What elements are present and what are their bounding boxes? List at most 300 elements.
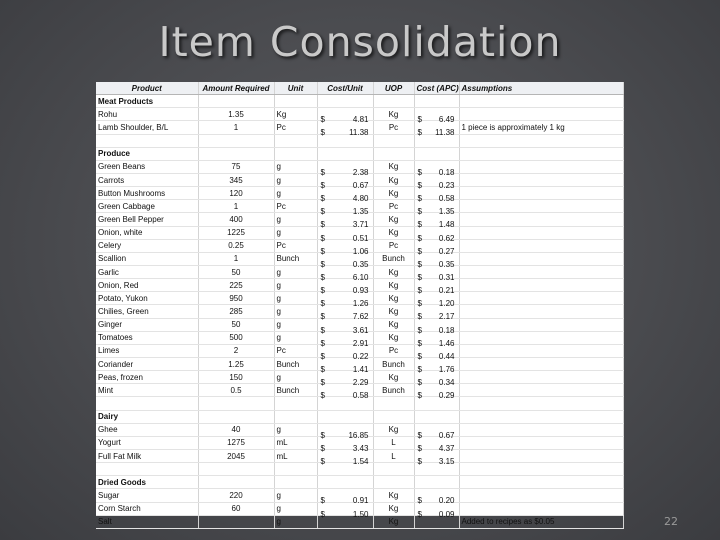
- unit-cell: g: [274, 515, 317, 528]
- product-cell: Ghee: [96, 423, 198, 436]
- cost-unit-cell: [317, 423, 373, 440]
- cost-unit-value: 0.67: [352, 181, 369, 191]
- empty-cell: [317, 410, 373, 423]
- cost-apc-cell: [414, 265, 459, 283]
- product-cell: Celery: [96, 239, 198, 252]
- empty-cell: [198, 147, 274, 160]
- cost-unit-cell: [317, 226, 373, 243]
- empty-cell: [96, 463, 198, 476]
- assumption-cell: [459, 239, 623, 252]
- cost-unit-cell: [317, 213, 373, 230]
- amount-cell: 225: [198, 279, 274, 292]
- amount-cell: [198, 515, 274, 528]
- uop-cell: Kg: [373, 292, 414, 305]
- currency-symbol: $: [417, 443, 422, 453]
- table-row: [96, 357, 623, 370]
- unit-cell: g: [274, 226, 317, 239]
- cost-apc-value: 0.29: [438, 391, 455, 401]
- table-row: [96, 515, 623, 528]
- assumption-cell: [459, 108, 623, 121]
- assumption-cell: 1 piece is approximately 1 kg: [459, 121, 623, 134]
- cost-unit-value: 3.43: [352, 443, 369, 453]
- empty-cell: [414, 95, 459, 108]
- table-row: [96, 239, 623, 252]
- product-cell: Onion, Red: [96, 279, 198, 292]
- col-header-amount: Amount Required: [198, 82, 274, 95]
- product-cell: Salt: [96, 515, 198, 528]
- cost-unit-cell: [317, 160, 373, 177]
- cost-apc-cell: [414, 226, 459, 243]
- assumption-cell: [459, 489, 623, 502]
- currency-symbol: $: [417, 273, 422, 283]
- assumption-cell: [459, 371, 623, 384]
- empty-cell: [274, 463, 317, 476]
- assumption-cell: [459, 305, 623, 318]
- currency-symbol: $: [320, 496, 325, 506]
- category-row: [96, 410, 623, 423]
- col-header-uop: UOP: [373, 82, 414, 95]
- cost-unit-cell: [317, 305, 373, 322]
- cost-apc-value: 0.09: [438, 509, 455, 519]
- unit-cell: Pc: [274, 121, 317, 134]
- table-row: [96, 344, 623, 357]
- cost-apc-cell: [414, 200, 459, 217]
- currency-symbol: $: [320, 259, 325, 269]
- uop-cell: Kg: [373, 515, 414, 528]
- col-header-cost-apc: Cost (APC): [414, 82, 459, 95]
- cost-unit-value: 0.58: [352, 391, 369, 401]
- currency-symbol: $: [320, 430, 325, 440]
- cost-apc-cell: [414, 331, 459, 348]
- cost-apc-value: 0.31: [438, 273, 455, 283]
- cost-apc-value: 2.17: [438, 312, 455, 322]
- currency-symbol: $: [320, 220, 325, 230]
- amount-cell: 0.25: [198, 239, 274, 252]
- cost-unit-cell: [317, 449, 373, 466]
- unit-cell: Bunch: [274, 384, 317, 397]
- product-cell: Onion, white: [96, 226, 198, 239]
- uop-cell: L: [373, 436, 414, 449]
- uop-cell: Kg: [373, 279, 414, 292]
- unit-cell: g: [274, 292, 317, 305]
- table-row: [96, 121, 623, 134]
- table-row: [96, 305, 623, 318]
- currency-symbol: $: [417, 115, 422, 125]
- empty-cell: [373, 410, 414, 423]
- cost-unit-value: 16.85: [348, 430, 369, 440]
- cost-unit-value: 1.50: [352, 509, 369, 519]
- assumption-cell: Added to recipes as $0.05: [459, 515, 623, 528]
- currency-symbol: $: [417, 207, 422, 217]
- unit-cell: g: [274, 305, 317, 318]
- product-cell: Full Fat Milk: [96, 449, 198, 462]
- amount-cell: 50: [198, 265, 274, 278]
- empty-cell: [96, 134, 198, 147]
- cost-apc-cell: [414, 187, 459, 204]
- unit-cell: Kg: [274, 108, 317, 121]
- col-header-cost-unit: Cost/Unit: [317, 82, 373, 95]
- empty-cell: [373, 147, 414, 160]
- page-number: 22: [664, 515, 678, 528]
- empty-cell: [373, 397, 414, 410]
- cost-unit-value: 4.80: [352, 194, 369, 204]
- unit-cell: mL: [274, 436, 317, 449]
- cost-unit-cell: [317, 502, 373, 519]
- currency-symbol: $: [417, 299, 422, 309]
- empty-cell: [274, 134, 317, 147]
- amount-cell: 2: [198, 344, 274, 357]
- currency-symbol: $: [320, 351, 325, 361]
- table-row: [96, 436, 623, 449]
- table-row: [96, 292, 623, 305]
- unit-cell: Pc: [274, 200, 317, 213]
- product-cell: Peas, frozen: [96, 371, 198, 384]
- empty-cell: [317, 476, 373, 489]
- cost-unit-value: 1.41: [352, 365, 369, 375]
- empty-cell: [198, 95, 274, 108]
- cost-unit-value: 2.29: [352, 378, 369, 388]
- cost-apc-cell: [414, 108, 459, 125]
- table-row: [96, 371, 623, 384]
- unit-cell: g: [274, 318, 317, 331]
- unit-cell: Bunch: [274, 252, 317, 265]
- cost-apc-value: 6.49: [438, 115, 455, 125]
- assumption-cell: [459, 502, 623, 515]
- assumption-cell: [459, 423, 623, 436]
- cost-apc-value: 1.20: [438, 299, 455, 309]
- product-cell: Yogurt: [96, 436, 198, 449]
- amount-cell: 220: [198, 489, 274, 502]
- cost-apc-cell: [414, 292, 459, 309]
- cost-apc-cell: [414, 384, 459, 401]
- cost-unit-value: 7.62: [352, 312, 369, 322]
- uop-cell: Kg: [373, 108, 414, 121]
- currency-symbol: $: [417, 181, 422, 191]
- cost-apc-value: 4.37: [438, 443, 455, 453]
- empty-cell: [459, 147, 623, 160]
- uop-cell: Kg: [373, 305, 414, 318]
- item-consolidation-table: [96, 82, 624, 529]
- currency-symbol: $: [320, 181, 325, 191]
- currency-symbol: $: [320, 128, 325, 138]
- currency-symbol: $: [417, 325, 422, 335]
- currency-symbol: $: [320, 286, 325, 296]
- cost-unit-value: 1.54: [352, 457, 369, 466]
- table-row: [96, 423, 623, 436]
- unit-cell: g: [274, 331, 317, 344]
- currency-symbol: $: [417, 457, 422, 466]
- product-cell: Corn Starch: [96, 502, 198, 515]
- empty-cell: [459, 410, 623, 423]
- amount-cell: 1: [198, 121, 274, 134]
- amount-cell: 1: [198, 252, 274, 265]
- cost-unit-value: 0.91: [352, 496, 369, 506]
- unit-cell: g: [274, 279, 317, 292]
- cost-unit-value: 1.35: [352, 207, 369, 217]
- currency-symbol: $: [320, 443, 325, 453]
- uop-cell: Pc: [373, 121, 414, 134]
- uop-cell: Bunch: [373, 357, 414, 370]
- currency-symbol: $: [417, 312, 422, 322]
- amount-cell: 150: [198, 371, 274, 384]
- currency-symbol: $: [320, 167, 325, 177]
- currency-symbol: $: [320, 325, 325, 335]
- currency-symbol: $: [320, 194, 325, 204]
- empty-cell: [274, 476, 317, 489]
- unit-cell: g: [274, 423, 317, 436]
- uop-cell: Bunch: [373, 252, 414, 265]
- cost-unit-value: 3.61: [352, 325, 369, 335]
- assumption-cell: [459, 252, 623, 265]
- assumption-cell: [459, 344, 623, 357]
- category-label: Dried Goods: [96, 476, 198, 489]
- table-row: [96, 279, 623, 292]
- currency-symbol: $: [320, 378, 325, 388]
- cost-apc-value: 0.44: [438, 351, 455, 361]
- cost-unit-cell: [317, 292, 373, 309]
- currency-symbol: $: [417, 378, 422, 388]
- product-cell: Coriander: [96, 357, 198, 370]
- assumption-cell: [459, 357, 623, 370]
- cost-unit-value: 2.91: [352, 338, 369, 348]
- assumption-cell: [459, 187, 623, 200]
- cost-unit-value: 0.51: [352, 233, 369, 243]
- currency-symbol: $: [320, 233, 325, 243]
- uop-cell: L: [373, 449, 414, 462]
- empty-cell: [198, 463, 274, 476]
- cost-apc-value: 1.48: [438, 220, 455, 230]
- category-row: [96, 95, 623, 108]
- empty-cell: [198, 134, 274, 147]
- product-cell: Potato, Yukon: [96, 292, 198, 305]
- currency-symbol: $: [417, 391, 422, 401]
- currency-symbol: $: [320, 338, 325, 348]
- cost-apc-cell: [414, 436, 459, 453]
- empty-cell: [373, 134, 414, 147]
- amount-cell: 1225: [198, 226, 274, 239]
- unit-cell: Pc: [274, 239, 317, 252]
- unit-cell: g: [274, 265, 317, 278]
- cost-apc-value: 0.18: [438, 167, 455, 177]
- uop-cell: Pc: [373, 200, 414, 213]
- table-row: [96, 108, 623, 121]
- cost-apc-value: 1.76: [438, 365, 455, 375]
- cost-apc-value: 0.67: [438, 430, 455, 440]
- empty-cell: [373, 463, 414, 476]
- table-row: [96, 187, 623, 200]
- empty-cell: [459, 134, 623, 147]
- unit-cell: g: [274, 213, 317, 226]
- uop-cell: Pc: [373, 344, 414, 357]
- uop-cell: Kg: [373, 489, 414, 502]
- amount-cell: 1275: [198, 436, 274, 449]
- amount-cell: 0.5: [198, 384, 274, 397]
- currency-symbol: $: [320, 115, 325, 125]
- category-label: Meat Products: [96, 95, 198, 108]
- currency-symbol: $: [417, 338, 422, 348]
- currency-symbol: $: [417, 220, 422, 230]
- currency-symbol: $: [417, 509, 422, 519]
- product-cell: Scallion: [96, 252, 198, 265]
- cost-apc-value: 1.35: [438, 207, 455, 217]
- cost-apc-value: 3.15: [438, 457, 455, 466]
- cost-apc-value: 0.34: [438, 378, 455, 388]
- table-row: [96, 160, 623, 173]
- cost-unit-cell: [317, 265, 373, 283]
- amount-cell: 2045: [198, 449, 274, 462]
- cost-unit-cell: [317, 108, 373, 125]
- table-row: [96, 252, 623, 265]
- table-row: [96, 384, 623, 397]
- cost-unit-cell: [317, 489, 373, 506]
- currency-symbol: $: [320, 299, 325, 309]
- amount-cell: 1.25: [198, 357, 274, 370]
- col-header-product: Product: [96, 82, 198, 95]
- cost-apc-cell: [414, 502, 459, 519]
- product-cell: Mint: [96, 384, 198, 397]
- uop-cell: Bunch: [373, 384, 414, 397]
- cost-unit-cell: [317, 515, 373, 528]
- cost-apc-cell: [414, 515, 459, 528]
- currency-symbol: $: [417, 286, 422, 296]
- cost-apc-cell: [414, 318, 459, 335]
- empty-cell: [198, 476, 274, 489]
- table-row: [96, 331, 623, 344]
- category-row: [96, 147, 623, 160]
- product-cell: Ginger: [96, 318, 198, 331]
- cost-apc-cell: [414, 239, 459, 256]
- assumption-cell: [459, 436, 623, 449]
- cost-unit-value: 3.71: [352, 220, 369, 230]
- unit-cell: mL: [274, 449, 317, 462]
- cost-unit-value: 0.22: [352, 351, 369, 361]
- uop-cell: Kg: [373, 331, 414, 344]
- product-cell: Rohu: [96, 108, 198, 121]
- assumption-cell: [459, 265, 623, 278]
- cost-apc-cell: [414, 121, 459, 138]
- empty-cell: [373, 95, 414, 108]
- col-header-unit: Unit: [274, 82, 317, 95]
- table-row: [96, 173, 623, 186]
- unit-cell: g: [274, 371, 317, 384]
- cost-unit-cell: [317, 279, 373, 296]
- cost-unit-cell: [317, 121, 373, 138]
- empty-cell: [414, 476, 459, 489]
- unit-cell: g: [274, 489, 317, 502]
- amount-cell: 500: [198, 331, 274, 344]
- cost-unit-cell: [317, 239, 373, 256]
- table-row: [96, 226, 623, 239]
- header-row: [96, 82, 623, 95]
- currency-symbol: $: [417, 246, 422, 256]
- cost-unit-value: 11.38: [349, 128, 369, 138]
- uop-cell: Kg: [373, 187, 414, 200]
- category-row: [96, 476, 623, 489]
- cost-unit-value: 0.93: [352, 286, 369, 296]
- uop-cell: Kg: [373, 226, 414, 239]
- unit-cell: Pc: [274, 344, 317, 357]
- uop-cell: Kg: [373, 318, 414, 331]
- cost-unit-cell: [317, 318, 373, 335]
- currency-symbol: $: [417, 233, 422, 243]
- product-cell: Green Cabbage: [96, 200, 198, 213]
- cost-unit-value: 1.26: [352, 299, 369, 309]
- currency-symbol: $: [417, 128, 422, 138]
- cost-unit-cell: [317, 200, 373, 217]
- uop-cell: Kg: [373, 502, 414, 515]
- cost-apc-value: 0.20: [438, 496, 455, 506]
- table-row: [96, 213, 623, 226]
- spreadsheet-table: [96, 82, 623, 527]
- assumption-cell: [459, 160, 623, 173]
- uop-cell: Kg: [373, 173, 414, 186]
- cost-unit-cell: [317, 173, 373, 191]
- assumption-cell: [459, 449, 623, 462]
- cost-apc-cell: [414, 160, 459, 177]
- empty-cell: [274, 397, 317, 410]
- empty-cell: [274, 95, 317, 108]
- empty-cell: [459, 95, 623, 108]
- currency-symbol: $: [417, 365, 422, 375]
- product-cell: Tomatoes: [96, 331, 198, 344]
- assumption-cell: [459, 384, 623, 397]
- cost-unit-cell: [317, 357, 373, 375]
- amount-cell: 40: [198, 423, 274, 436]
- uop-cell: Kg: [373, 265, 414, 278]
- product-cell: Garlic: [96, 265, 198, 278]
- empty-cell: [198, 397, 274, 410]
- currency-symbol: $: [417, 259, 422, 269]
- product-cell: Green Beans: [96, 160, 198, 173]
- empty-cell: [414, 147, 459, 160]
- uop-cell: Kg: [373, 371, 414, 384]
- cost-apc-value: 11.38: [435, 128, 455, 138]
- product-cell: Limes: [96, 344, 198, 357]
- cost-apc-cell: [414, 213, 459, 230]
- currency-symbol: $: [320, 509, 325, 519]
- amount-cell: 75: [198, 160, 274, 173]
- empty-cell: [274, 410, 317, 423]
- currency-symbol: $: [320, 391, 325, 401]
- cost-unit-cell: [317, 252, 373, 269]
- table-row: [96, 489, 623, 502]
- assumption-cell: [459, 226, 623, 239]
- unit-cell: g: [274, 173, 317, 186]
- cost-unit-value: 4.81: [352, 115, 369, 125]
- cost-unit-cell: [317, 384, 373, 401]
- amount-cell: 60: [198, 502, 274, 515]
- assumption-cell: [459, 318, 623, 331]
- empty-cell: [414, 410, 459, 423]
- uop-cell: Kg: [373, 213, 414, 226]
- cost-unit-value: 1.06: [352, 246, 369, 256]
- cost-unit-cell: [317, 371, 373, 388]
- cost-apc-value: 0.62: [438, 233, 455, 243]
- cost-apc-value: 0.23: [438, 181, 455, 191]
- category-label: Dairy: [96, 410, 198, 423]
- cost-apc-cell: [414, 371, 459, 388]
- assumption-cell: [459, 173, 623, 186]
- assumption-cell: [459, 200, 623, 213]
- table-row: [96, 449, 623, 462]
- cost-apc-value: 1.46: [438, 338, 455, 348]
- amount-cell: 50: [198, 318, 274, 331]
- product-cell: Lamb Shoulder, B/L: [96, 121, 198, 134]
- cost-unit-cell: [317, 344, 373, 361]
- empty-cell: [459, 476, 623, 489]
- cost-unit-cell: [317, 331, 373, 348]
- currency-symbol: $: [417, 167, 422, 177]
